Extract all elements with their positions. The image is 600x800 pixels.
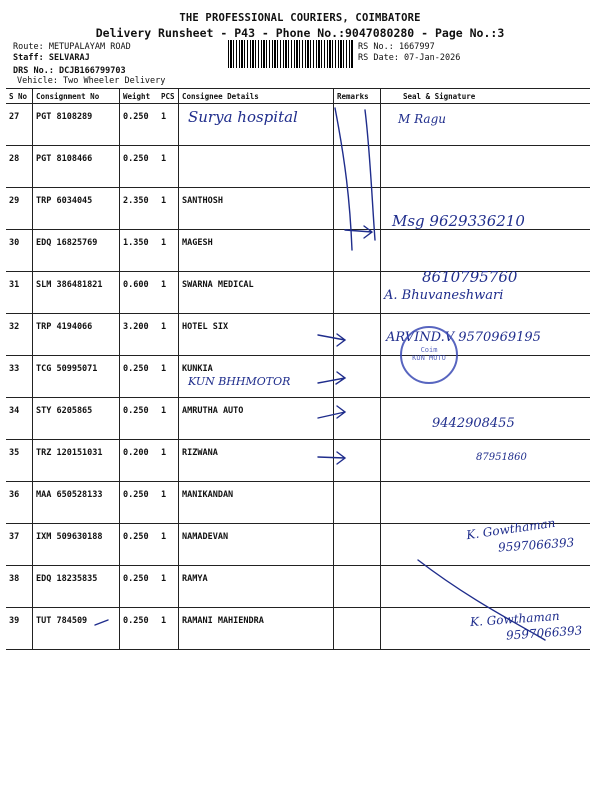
row-remarks [334, 608, 381, 650]
row-seal [381, 230, 591, 272]
row-seal [381, 146, 591, 188]
row-pcs: 1 [158, 146, 179, 188]
row-consignment: TRP 6034045 [33, 188, 120, 230]
row-pcs: 1 [158, 608, 179, 650]
row-seal [381, 482, 591, 524]
table-row [6, 482, 590, 524]
row-remarks [334, 566, 381, 608]
runsheet-table [6, 88, 590, 650]
row-consignment: PGT 8108466 [33, 146, 120, 188]
row-sno: 33 [6, 356, 33, 398]
handwritten-signature: A. Bhuvaneshwari [384, 288, 504, 303]
row-sno: 27 [6, 104, 33, 146]
row-consignee [179, 146, 334, 188]
row-pcs: 1 [158, 104, 179, 146]
row-remarks [334, 482, 381, 524]
table-row [6, 566, 590, 608]
row-consignment: PGT 8108289 [33, 104, 120, 146]
row-sno: 37 [6, 524, 33, 566]
col-pcs: PCS [158, 89, 179, 104]
row-pcs: 1 [158, 314, 179, 356]
row-consignment: TRP 4194066 [33, 314, 120, 356]
barcode [228, 40, 354, 68]
table-header [6, 89, 590, 104]
handwritten-signature: Msg 9629336210 [392, 212, 525, 230]
row-weight: 2.350 [120, 188, 159, 230]
col-seal: Seal & Signature [381, 89, 591, 104]
vehicle-label: Vehicle: Two Wheeler Delivery [17, 76, 166, 86]
col-remarks: Remarks [334, 89, 381, 104]
row-sno: 29 [6, 188, 33, 230]
row-pcs: 1 [158, 482, 179, 524]
row-consignee: KUNKIA [179, 356, 334, 398]
row-pcs: 1 [158, 356, 179, 398]
row-remarks [334, 524, 381, 566]
row-consignment: MAA 650528133 [33, 482, 120, 524]
row-pcs: 1 [158, 566, 179, 608]
row-consignee: RAMYA [179, 566, 334, 608]
seal-line-2: KUN MOTO [412, 354, 446, 362]
row-remarks [334, 230, 381, 272]
handwritten-phone: 9597066393 [497, 535, 575, 555]
row-consignee: NAMADEVAN [179, 524, 334, 566]
handwritten-signature: ARVIND.V 9570969195 [386, 330, 541, 345]
row-weight: 0.250 [120, 482, 159, 524]
company-title: THE PROFESSIONAL COURIERS, COIMBATORE [179, 12, 421, 24]
row-consignee: SWARNA MEDICAL [179, 272, 334, 314]
row-seal [381, 566, 591, 608]
handwritten-phone: 9597066393 [505, 623, 583, 643]
handwritten-signature: K. Gowthaman [469, 608, 561, 630]
row-consignee: AMRUTHA AUTO [179, 398, 334, 440]
row-sno: 31 [6, 272, 33, 314]
row-remarks [334, 146, 381, 188]
row-remarks [334, 440, 381, 482]
row-consignee: MAGESH [179, 230, 334, 272]
handwritten-phone: 8610795760 [422, 268, 518, 286]
row-remarks [334, 104, 381, 146]
rs-number: RS No.: 1667997 [358, 42, 435, 52]
row-consignee: MANIKANDAN [179, 482, 334, 524]
row-weight: 0.250 [120, 104, 159, 146]
drs-number: DRS No.: DCJB166799703 [13, 66, 126, 76]
row-sno: 36 [6, 482, 33, 524]
handwritten-consignee: KUN BHHMOTOR [188, 375, 291, 388]
staff-label: Staff: SELVARAJ [13, 53, 90, 63]
row-pcs: 1 [158, 188, 179, 230]
row-sno: 38 [6, 566, 33, 608]
row-remarks [334, 188, 381, 230]
row-consignee: RIZWANA [179, 440, 334, 482]
rs-date: RS Date: 07-Jan-2026 [358, 53, 461, 63]
row-pcs: 1 [158, 440, 179, 482]
row-remarks [334, 314, 381, 356]
row-weight: 0.250 [120, 146, 159, 188]
seal-line-1: Coim [420, 346, 438, 354]
table-row [6, 230, 590, 272]
row-sno: 39 [6, 608, 33, 650]
col-consignment: Consignment No [33, 89, 120, 104]
row-weight: 0.250 [120, 398, 159, 440]
row-consignment: STY 6205865 [33, 398, 120, 440]
handwritten-phone: 87951860 [476, 452, 527, 463]
handwritten-signature: K. Gowthaman [465, 515, 557, 543]
row-weight: 0.200 [120, 440, 159, 482]
row-remarks [334, 356, 381, 398]
row-sno: 35 [6, 440, 33, 482]
row-weight: 0.250 [120, 524, 159, 566]
col-weight: Weight [120, 89, 159, 104]
row-consignee: HOTEL SIX [179, 314, 334, 356]
row-weight: 0.600 [120, 272, 159, 314]
row-consignee: SANTHOSH [179, 188, 334, 230]
handwritten-consignee: Surya hospital [188, 108, 298, 126]
row-consignment: TRZ 120151031 [33, 440, 120, 482]
row-consignment: EDQ 18235835 [33, 566, 120, 608]
row-consignment: TCG 50995071 [33, 356, 120, 398]
runsheet-title: Delivery Runsheet - P43 - Phone No.:9047080280 - Page No.:3 [95, 26, 505, 40]
row-sno: 28 [6, 146, 33, 188]
table-row [6, 104, 590, 146]
row-remarks [334, 398, 381, 440]
row-sno: 34 [6, 398, 33, 440]
row-weight: 0.250 [120, 356, 159, 398]
row-consignment: IXM 509630188 [33, 524, 120, 566]
col-consignee: Consignee Details [179, 89, 334, 104]
row-weight: 3.200 [120, 314, 159, 356]
row-consignment: EDQ 16825769 [33, 230, 120, 272]
col-sno: S No [6, 89, 33, 104]
row-pcs: 1 [158, 524, 179, 566]
row-pcs: 1 [158, 230, 179, 272]
row-consignment: TUT 784509 [33, 608, 120, 650]
route-label: Route: METUPALAYAM ROAD [13, 42, 131, 52]
row-sno: 30 [6, 230, 33, 272]
table-row [6, 356, 590, 398]
row-weight: 1.350 [120, 230, 159, 272]
row-pcs: 1 [158, 272, 179, 314]
handwritten-signature: M Ragu [398, 112, 446, 126]
handwritten-phone: 9442908455 [432, 416, 515, 431]
row-consignment: SLM 386481821 [33, 272, 120, 314]
company-seal [400, 326, 458, 384]
table-row [6, 146, 590, 188]
row-weight: 0.250 [120, 566, 159, 608]
row-consignee: RAMANI MAHIENDRA [179, 608, 334, 650]
row-pcs: 1 [158, 398, 179, 440]
row-weight: 0.250 [120, 608, 159, 650]
row-sno: 32 [6, 314, 33, 356]
row-remarks [334, 272, 381, 314]
